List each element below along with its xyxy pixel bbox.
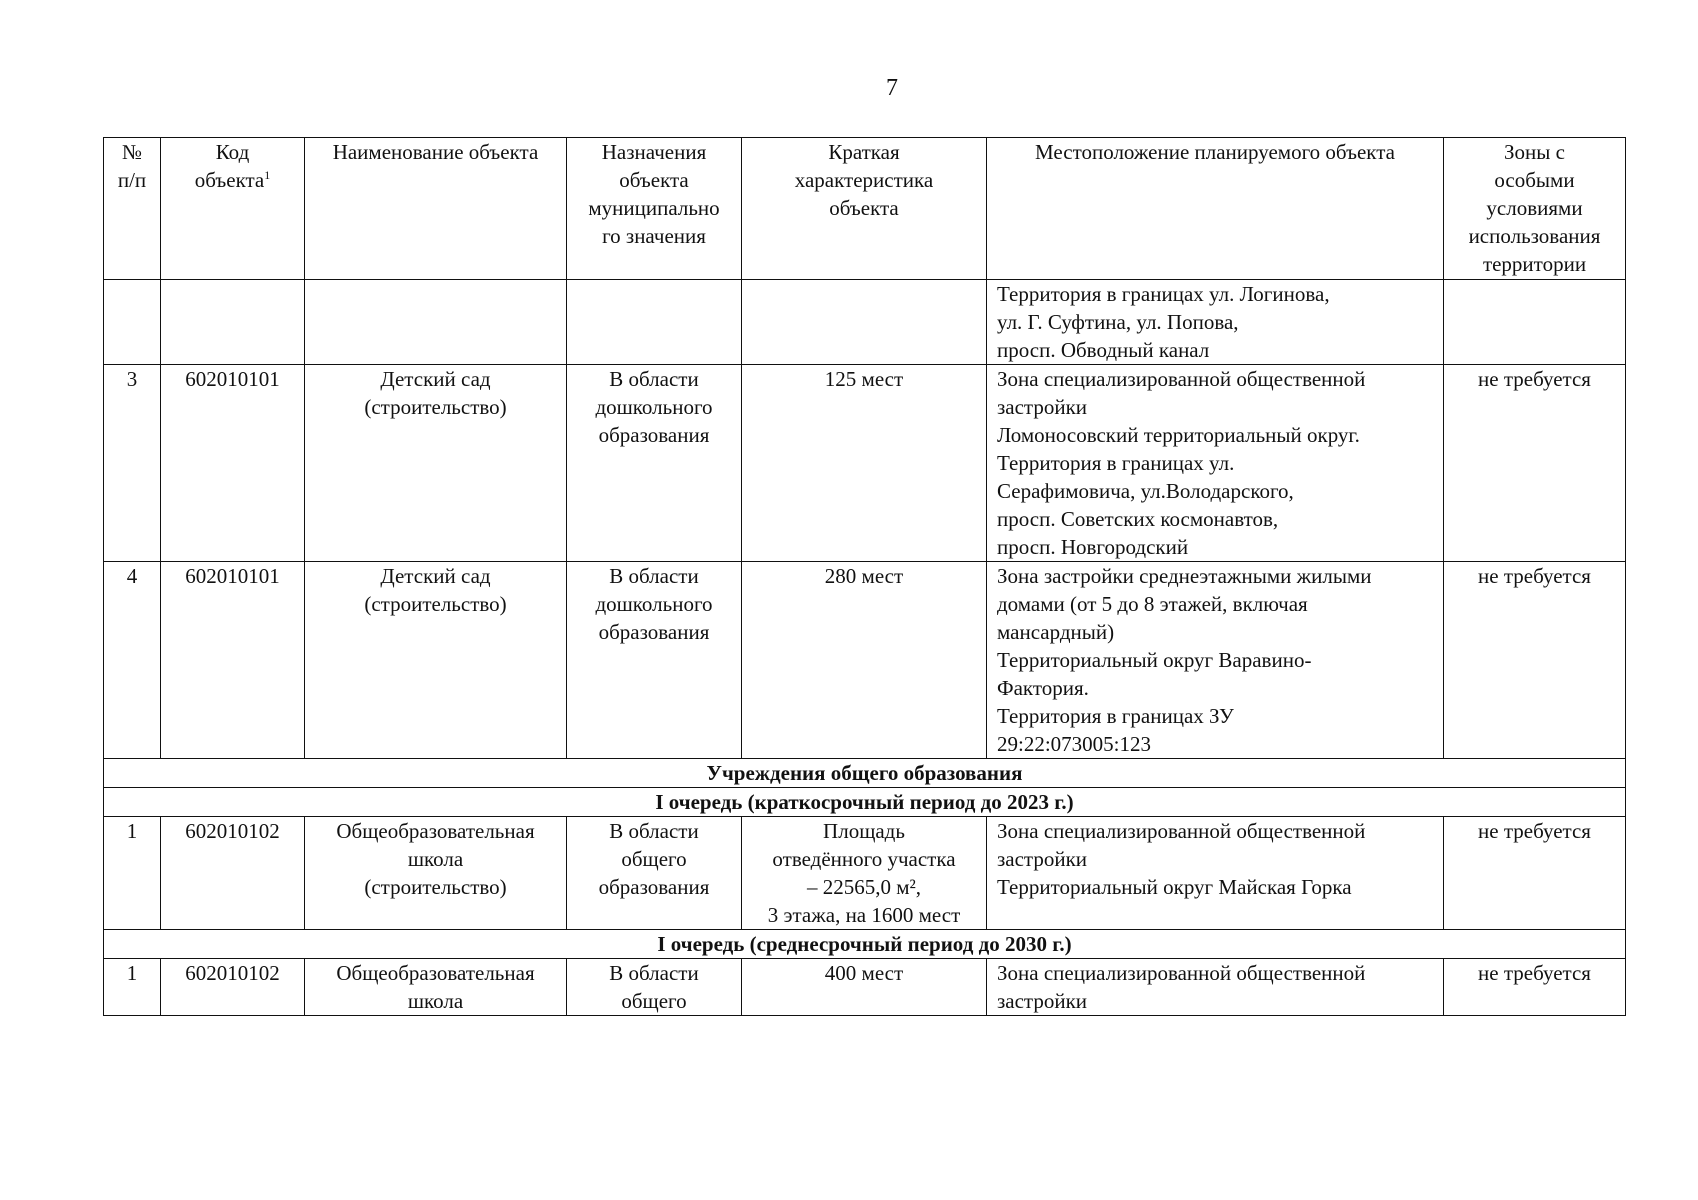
cell-num: 1 [104, 817, 161, 930]
cell-num: 1 [104, 959, 161, 1016]
planning-table [103, 137, 1626, 1016]
section-row [104, 759, 1626, 788]
cell-code: 602010101 [161, 365, 305, 562]
cell-name: Общеобразовательная школа [305, 959, 567, 1016]
cell-purpose: В области дошкольного образования [567, 365, 742, 562]
cell-purpose: В области общего [567, 959, 742, 1016]
footnote-marker: 1 [264, 168, 271, 182]
header-zones: Зоны с особыми условиями использования территории [1444, 138, 1626, 280]
cell-name: Детский сад (строительство) [305, 562, 567, 759]
cell-characteristic: Площадь отведённого участка – 22565,0 м², 3 этажа, на 1600 мест [742, 817, 987, 930]
header-purpose: Назначения объекта муниципально го значения [567, 138, 742, 280]
cell-name: Общеобразовательная школа (строительство) [305, 817, 567, 930]
table-row [104, 562, 1626, 759]
cell-characteristic [742, 280, 987, 365]
stage-title: I очередь (краткосрочный период до 2023 г.) [104, 788, 1626, 817]
cell-code: 602010101 [161, 562, 305, 759]
cell-name: Детский сад (строительство) [305, 365, 567, 562]
cell-zones: не требуется [1444, 959, 1626, 1016]
cell-num: 4 [104, 562, 161, 759]
cell-num [104, 280, 161, 365]
cell-zones: не требуется [1444, 562, 1626, 759]
cell-zones [1444, 280, 1626, 365]
cell-code: 602010102 [161, 959, 305, 1016]
cell-purpose [567, 280, 742, 365]
header-characteristic: Краткая характеристика объекта [742, 138, 987, 280]
table-row [104, 365, 1626, 562]
section-row [104, 788, 1626, 817]
section-row [104, 930, 1626, 959]
table-row [104, 817, 1626, 930]
cell-purpose: В области дошкольного образования [567, 562, 742, 759]
cell-zones: не требуется [1444, 817, 1626, 930]
cell-characteristic: 125 мест [742, 365, 987, 562]
header-location: Местоположение планируемого объекта [987, 138, 1444, 280]
cell-location: Зона застройки среднеэтажными жилыми домами (от 5 до 8 этажей, включая мансардный) Территориальный округ Варавино- Фактория. Территория в границах ЗУ 29:22:073005:123 [987, 562, 1444, 759]
cell-num: 3 [104, 365, 161, 562]
cell-code [161, 280, 305, 365]
cell-code: 602010102 [161, 817, 305, 930]
cell-zones: не требуется [1444, 365, 1626, 562]
cell-location: Зона специализированной общественной застройки [987, 959, 1444, 1016]
header-name: Наименование объекта [305, 138, 567, 280]
cell-location: Зона специализированной общественной застройки Территориальный округ Майская Горка [987, 817, 1444, 930]
cell-characteristic: 280 мест [742, 562, 987, 759]
stage-title: I очередь (среднесрочный период до 2030 г.) [104, 930, 1626, 959]
table-header-row [104, 138, 1626, 280]
page-number: 7 [886, 75, 898, 101]
table-row [104, 959, 1626, 1016]
cell-location: Зона специализированной общественной застройки Ломоносовский территориальный округ. Территория в границах ул. Серафимовича, ул.Володарского, просп. Советских космонавтов, просп. Новгородский [987, 365, 1444, 562]
header-num: № п/п [104, 138, 161, 280]
table-row [104, 280, 1626, 365]
cell-name [305, 280, 567, 365]
cell-purpose: В области общего образования [567, 817, 742, 930]
section-title: Учреждения общего образования [104, 759, 1626, 788]
cell-characteristic: 400 мест [742, 959, 987, 1016]
header-code: Код объекта$^1$ [161, 138, 305, 280]
cell-location: Территория в границах ул. Логинова, ул. Г. Суфтина, ул. Попова, просп. Обводный канал [987, 280, 1444, 365]
